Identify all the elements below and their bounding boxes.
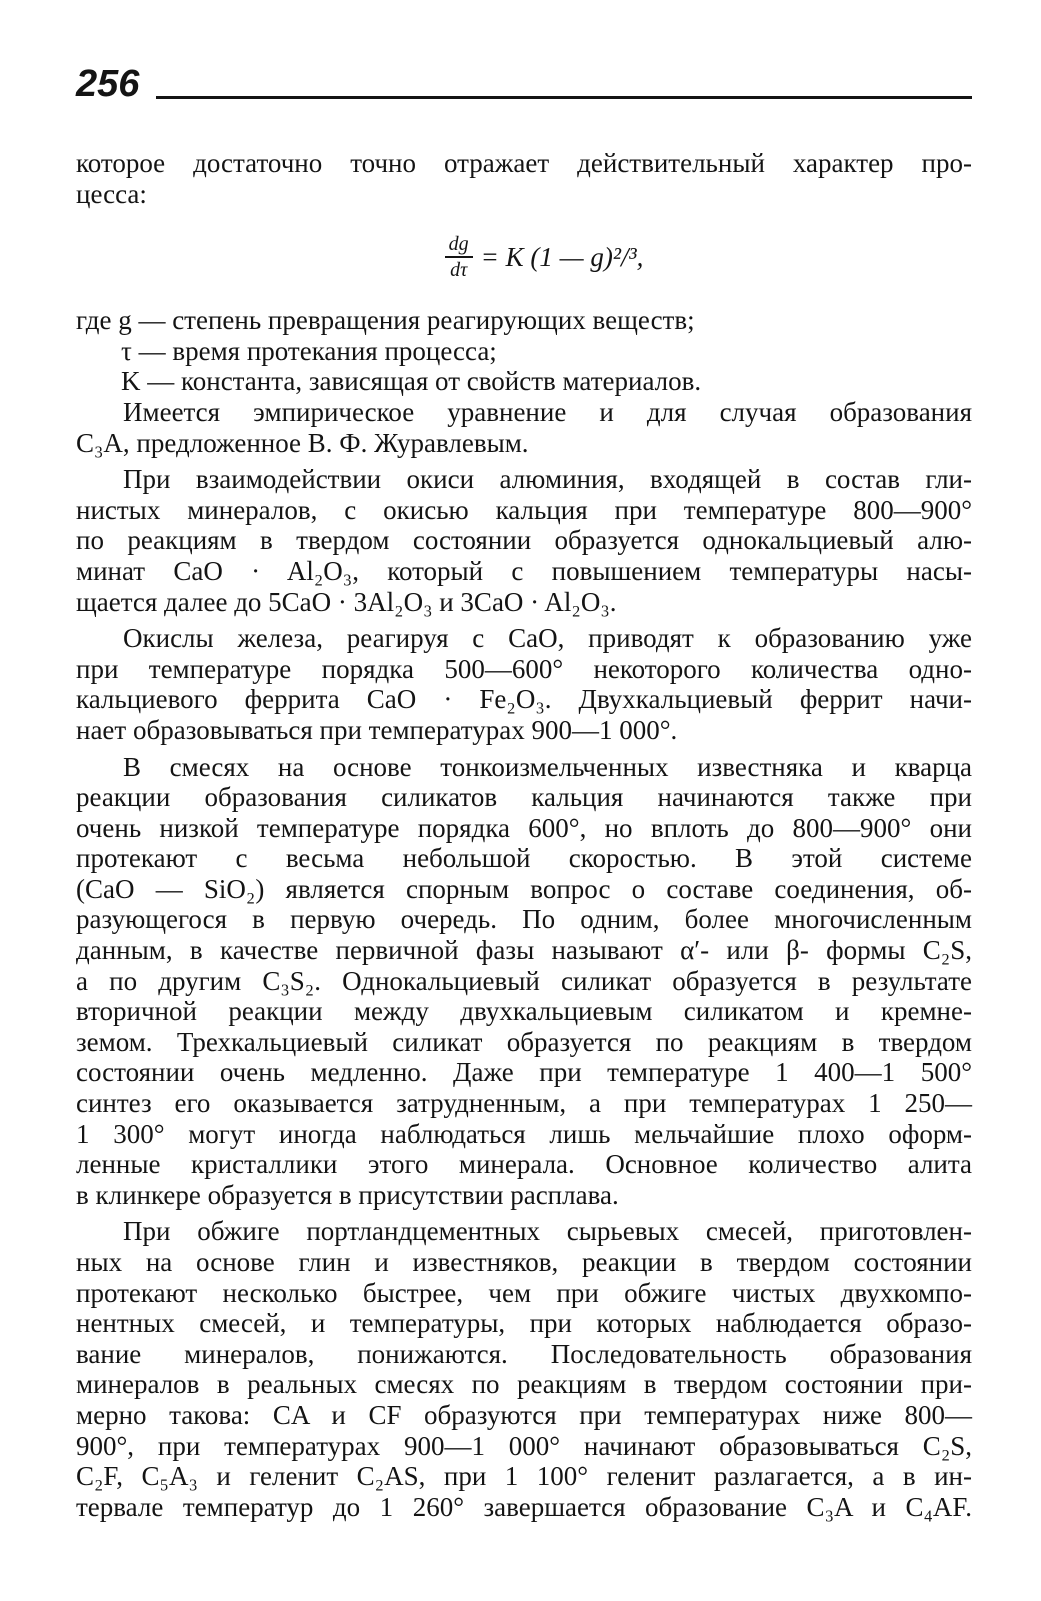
fraction-numerator: dg	[448, 233, 469, 256]
text-line: протекают несколько быстрее, чем при обжиге чистых двухкомпо-	[76, 1277, 972, 1308]
text-line: синтез его оказывается затрудненным, а при температурах 1 250—	[76, 1088, 972, 1119]
text-line: минералов в реальных смесях по реакциям в твердом состоянии при-	[76, 1369, 972, 1400]
text-line: в клинкере образуется в присутствии расплава.	[76, 1179, 619, 1210]
text-line: При взаимодействии окиси алюминия, входящей в состав гли-	[123, 464, 972, 495]
header-rule	[156, 96, 972, 99]
page-header	[76, 62, 972, 106]
text-line: (CaO — SiO₂) является спорным вопрос о составе соединения, об-	[76, 873, 972, 904]
text-line: разующегося в первую очередь. По одним, более многочисленным	[76, 904, 972, 935]
text-line: нает образовываться при температурах 900—1 000°.	[76, 714, 678, 745]
text-line: цесса:	[76, 178, 147, 209]
text-line: минат CaO · Al₂O₃, который с повышением температуры насы-	[76, 555, 972, 586]
definition-line: τ — время протекания процесса;	[121, 335, 497, 366]
text-line: по реакциям в твердом состоянии образуется однокальциевый алю-	[76, 525, 972, 556]
text-line: C₃A, предложенное В. Ф. Журавлевым.	[76, 427, 529, 458]
body-text	[76, 148, 972, 1522]
text-line: ленные кристаллики этого минерала. Основное количество алита	[76, 1149, 972, 1180]
text-line: нистых минералов, с окисью кальция при температуре 800—900°	[76, 494, 972, 525]
text-line: тервале температур до 1 260° завершается образование C₃A и C₄AF.	[76, 1491, 972, 1522]
text-line: при температуре порядка 500—600° некоторого количества одно-	[76, 653, 972, 684]
text-line: реакции образования силикатов кальция начинаются также при	[76, 782, 972, 813]
definition-line: K — константа, зависящая от свойств материалов.	[121, 366, 702, 397]
definition-line: где g — степень превращения реагирующих веществ;	[76, 305, 695, 336]
text-line: C₂F, C₅A₃ и геленит C₂AS, при 1 100° геленит разлагается, а в ин-	[76, 1461, 972, 1492]
text-line: состоянии очень медленно. Даже при температуре 1 400—1 500°	[76, 1057, 972, 1088]
rate-equation	[76, 209, 972, 305]
text-line: очень низкой температуре порядка 600°, но вплоть до 800—900° они	[76, 812, 972, 843]
text-line: 900°, при температурах 900—1 000° начинают образовываться C₂S,	[76, 1430, 972, 1461]
fraction-bar	[445, 256, 473, 258]
text-line: которое достаточно точно отражает действительный характер про-	[76, 148, 972, 178]
text-line: нентных смесей, и температуры, при которых наблюдается образо-	[76, 1308, 972, 1339]
equation-rhs: = K (1 — g)²/³,	[480, 241, 644, 272]
text-line: а по другим C₃S₂. Однокальциевый силикат образуется в результате	[76, 965, 972, 996]
text-line: данным, в качестве первичной фазы называют α′- или β- формы C₂S,	[76, 935, 972, 966]
text-line: При обжиге портландцементных сырьевых смесей, приготовлен-	[123, 1216, 972, 1247]
text-line: 1 300° могут иногда наблюдаться лишь мельчайшие плохо оформ-	[76, 1118, 972, 1149]
text-line: протекают с весьма небольшой скоростью. В этой системе	[76, 843, 972, 874]
text-line: мерно такова: CA и CF образуются при температурах ниже 800—	[76, 1399, 972, 1430]
text-line: Имеется эмпирическое уравнение и для случая образования	[123, 396, 972, 427]
text-line: Окислы железа, реагируя с CaO, приводят к образованию уже	[123, 623, 972, 654]
text-line: вание минералов, понижаются. Последовательность образования	[76, 1338, 972, 1369]
derivative-fraction	[445, 233, 473, 281]
text-line: вторичной реакции между двухкальциевым силикатом и кремне-	[76, 996, 972, 1027]
text-line: кальциевого феррита CaO · Fe₂O₃. Двухкальциевый феррит начи-	[76, 684, 972, 715]
text-line: земом. Трехкальциевый силикат образуется по реакциям в твердом	[76, 1026, 972, 1057]
text-line: В смесях на основе тонкоизмельченных известняка и кварца	[123, 751, 972, 782]
text-line: щается далее до 5CaO · 3Al₂O₃ и 3CaO · Al₂O₃.	[76, 586, 617, 617]
text-line: ных на основе глин и известняков, реакции в твердом состоянии	[76, 1247, 972, 1277]
page-number: 256	[76, 63, 140, 105]
fraction-denominator: dτ	[450, 259, 468, 282]
